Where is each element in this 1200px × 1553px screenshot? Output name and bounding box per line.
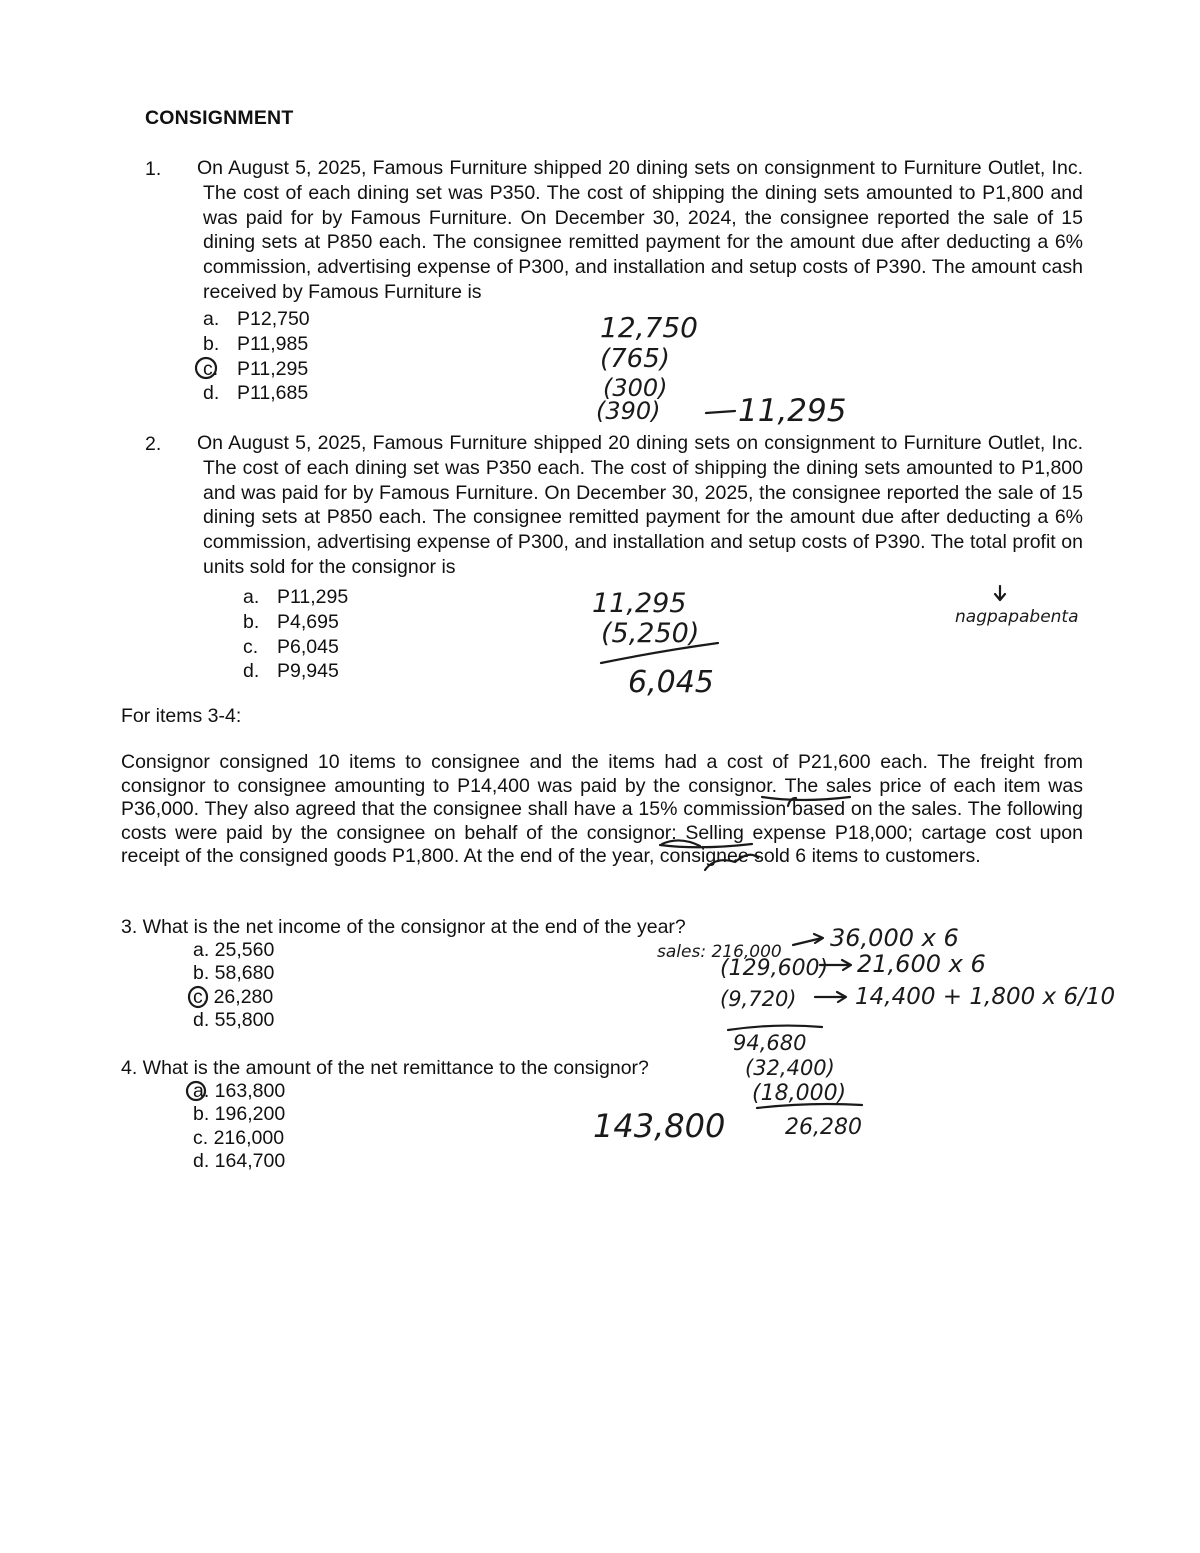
option-3a: a. 25,560: [193, 939, 275, 961]
q2-work-result: 6,045: [628, 665, 714, 700]
q3-work: [657, 924, 1115, 1140]
question-1-text: On August 5, 2025, Famous Furniture shipped 20 dining sets on consignment to Furniture Outlet, Inc. The cost of each dining set was P350. The cost of shipping the dining sets amounted to P1,800 and was paid for by Famous Furniture. On December 30, 2024, the consignee reported the sale of 15 dining sets at P850 each. The consignee remitted payment for the amount due after deducting a 6% commission, advertising expense of P300, and installation and setup costs of P390. The amount cash received by Famous Furniture is: [197, 157, 1083, 303]
q3-sales: sales: 216,000: [657, 942, 782, 962]
option-2b: b. P4,695: [243, 610, 339, 633]
q2-work-line-1: 11,295: [592, 588, 687, 619]
q1-work-line-3: (300): [603, 374, 668, 402]
q3-cost-calc: 21,600 x 6: [857, 950, 986, 978]
q3-arrow-1: [793, 934, 823, 945]
q2-note: nagpapabenta: [955, 607, 1079, 627]
page-title: CONSIGNMENT: [145, 107, 294, 129]
option-2d: d. P9,945: [243, 660, 339, 683]
q3-arrow-3: [815, 992, 846, 1002]
option-1c: c. P11,295: [203, 357, 309, 380]
question-1-options: [203, 307, 310, 406]
q2-work: [592, 586, 1079, 700]
question-2-text: On August 5, 2025, Famous Furniture shipped 20 dining sets on consignment to Furniture Outlet, Inc. The cost of each dining set was P350 each. The cost of shipping the dining sets amounted to P1,800 and was paid for by Famous Furniture. On December 30, 2025, the consignee reported the sale of 15 dining sets at P850 each. The consignee remitted payment for the amount due after deducting a 6% commission, advertising expense of P300, and installation and setup costs of P390. The total profit on units sold for the consignor is: [197, 432, 1083, 578]
q3-net-income: 26,280: [785, 1115, 862, 1140]
question-3-options: [193, 939, 274, 1033]
q1-work-result: 11,295: [738, 393, 847, 429]
option-3d: d. 55,800: [193, 1009, 275, 1032]
option-4b: b. 196,200: [193, 1103, 286, 1126]
option-2c: c. P6,045: [243, 635, 339, 658]
q1-work-line-4: (390): [596, 397, 661, 425]
option-4a: a. 163,800: [193, 1080, 286, 1102]
q3-arrow-2: [820, 960, 851, 970]
q4-work: 143,800: [593, 1107, 726, 1145]
items-heading: For items 3-4:: [121, 705, 242, 727]
q3-commission: (32,400): [745, 1056, 835, 1080]
q1-arrow: [706, 411, 735, 413]
q2-sum-line: [601, 643, 718, 663]
question-4-options: [193, 1080, 285, 1174]
option-1b: b. P11,985: [203, 332, 309, 355]
q3-freight-calc: 14,400 + 1,800 x 6/10: [855, 984, 1116, 1010]
q3-cost: (129,600): [720, 956, 829, 981]
q3-sum-line: [728, 1026, 822, 1030]
q2-arrow-down: [995, 586, 1005, 600]
option-4c: c. 216,000: [193, 1126, 285, 1149]
question-2-number: 2.: [145, 433, 162, 455]
question-4-text: 4. What is the amount of the net remittance to the consignor?: [121, 1057, 649, 1079]
q3-selling-expense: (18,000): [752, 1081, 847, 1106]
q3-total-line: [757, 1104, 862, 1108]
option-2a: a. P11,295: [243, 586, 349, 608]
q3-freight: (9,720): [720, 987, 797, 1011]
q1-work-line-2: (765): [600, 344, 670, 374]
option-4d: d. 164,700: [193, 1150, 286, 1173]
scenario-text: Consignor consigned 10 items to consignee and the items had a cost of P21,600 each. The freight from consignor to consignee amounting to P14,400 was paid by the consignor. The sales price of each item was P36,000. They also agreed that the consignee shall have a 15% commission based on the sales. The following costs were paid by the consignee on behalf of the consignor: Selling expense P18,000; cartage cost upon receipt of the consigned goods P1,800. At the end of the year, consignee sold 6 items to customers.: [121, 751, 1083, 868]
q1-work: [596, 311, 846, 429]
question-3-text: 3. What is the net income of the consignor at the end of the year?: [121, 916, 686, 938]
option-3c: c. 26,280: [193, 985, 274, 1008]
question-2-options: [243, 585, 348, 684]
q1-work-line-1: 12,750: [600, 311, 698, 344]
q3-gross: 94,680: [733, 1031, 807, 1055]
option-1d: d. P11,685: [203, 382, 309, 405]
q2-work-line-2: (5,250): [601, 618, 700, 649]
q3-sales-calc: 36,000 x 6: [830, 924, 959, 952]
question-1-number: 1.: [145, 158, 162, 180]
option-3b: b. 58,680: [193, 962, 275, 985]
option-1a: a. P12,750: [203, 308, 310, 330]
